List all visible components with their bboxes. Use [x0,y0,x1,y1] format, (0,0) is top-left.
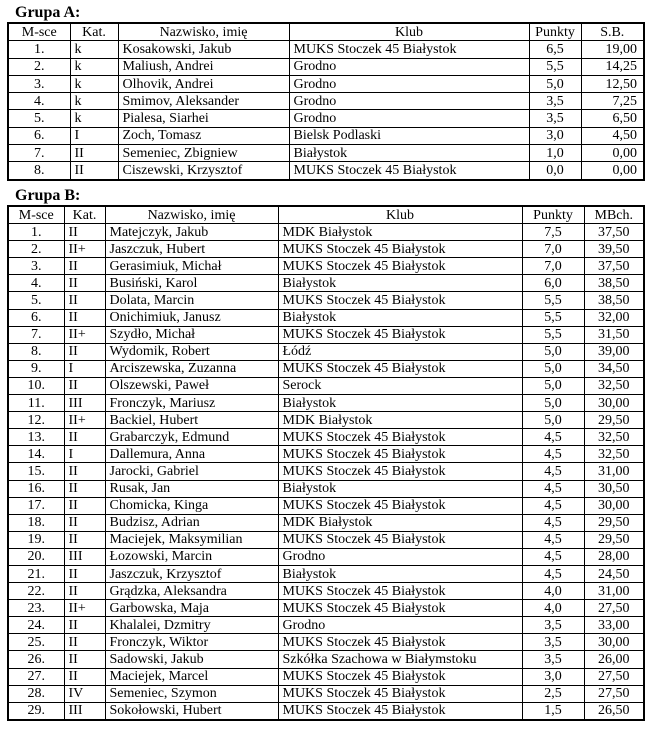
cell-place: 7. [8,145,70,162]
cell-place: 2. [8,241,64,258]
table-row [8,41,644,58]
cell-category: II+ [64,326,105,343]
cell-points: 4,5 [522,548,584,565]
cell-name: Busiński, Karol [105,275,278,292]
table-row [8,412,644,429]
header-category: Kat. [64,206,105,224]
cell-name: Olhovik, Andrei [118,75,289,92]
cell-club: Białystok [289,145,529,162]
header-points: Punkty [529,23,581,41]
cell-name: Kosakowski, Jakub [118,41,289,58]
cell-place: 22. [8,583,64,600]
table-row [8,702,644,720]
table-row [8,360,644,377]
cell-place: 16. [8,480,64,497]
cell-name: Pialesa, Siarhei [118,110,289,127]
cell-name: Grądzka, Aleksandra [105,583,278,600]
cell-club: Grodno [289,93,529,110]
cell-tiebreak: 39,50 [584,241,644,258]
cell-place: 24. [8,617,64,634]
cell-tiebreak: 29,50 [584,531,644,548]
cell-points: 7,0 [522,258,584,275]
cell-category: II+ [64,241,105,258]
cell-tiebreak: 0,00 [581,145,644,162]
cell-club: MDK Białystok [278,514,522,531]
cell-points: 3,5 [522,634,584,651]
table-row [8,685,644,702]
table-row [8,258,644,275]
header-tiebreak: MBch. [584,206,644,224]
table-header-row [8,206,644,224]
cell-category: III [64,702,105,720]
cell-category: II [64,292,105,309]
cell-name: Rusak, Jan [105,480,278,497]
cell-place: 5. [8,110,70,127]
cell-tiebreak: 31,00 [584,463,644,480]
table-row [8,668,644,685]
cell-place: 1. [8,41,70,58]
cell-tiebreak: 30,00 [584,497,644,514]
cell-name: Fronczyk, Mariusz [105,395,278,412]
header-place: M-sce [8,206,64,224]
cell-tiebreak: 12,50 [581,75,644,92]
cell-club: Białystok [278,480,522,497]
cell-category: II [64,377,105,394]
cell-points: 4,0 [522,583,584,600]
cell-tiebreak: 28,00 [584,548,644,565]
cell-place: 9. [8,360,64,377]
cell-club: MUKS Stoczek 45 Białystok [278,583,522,600]
cell-place: 13. [8,429,64,446]
cell-place: 8. [8,162,70,180]
table-row [8,429,644,446]
cell-category: k [70,93,118,110]
cell-name: Matejczyk, Jakub [105,224,278,241]
cell-name: Olszewski, Paweł [105,377,278,394]
cell-club: MUKS Stoczek 45 Białystok [278,429,522,446]
header-club: Klub [278,206,522,224]
cell-name: Szydło, Michał [105,326,278,343]
cell-place: 4. [8,93,70,110]
table-row [8,275,644,292]
cell-points: 5,0 [522,412,584,429]
cell-points: 4,5 [522,446,584,463]
group-a-table [7,22,645,181]
table-row [8,634,644,651]
cell-name: Ciszewski, Krzysztof [118,162,289,180]
cell-points: 3,5 [529,110,581,127]
cell-place: 5. [8,292,64,309]
cell-club: MUKS Stoczek 45 Białystok [278,702,522,720]
cell-tiebreak: 24,50 [584,565,644,582]
cell-name: Jarocki, Gabriel [105,463,278,480]
cell-points: 4,0 [522,600,584,617]
cell-tiebreak: 30,00 [584,634,644,651]
cell-tiebreak: 34,50 [584,360,644,377]
cell-tiebreak: 32,50 [584,377,644,394]
cell-club: Białystok [278,275,522,292]
table-row [8,395,644,412]
cell-category: II [64,258,105,275]
cell-category: II [64,583,105,600]
cell-points: 5,0 [522,377,584,394]
cell-tiebreak: 0,00 [581,162,644,180]
table-header-row [8,23,644,41]
table-row [8,446,644,463]
cell-club: MUKS Stoczek 45 Białystok [278,497,522,514]
cell-tiebreak: 32,50 [584,446,644,463]
table-row [8,145,644,162]
cell-club: MUKS Stoczek 45 Białystok [278,668,522,685]
cell-club: MUKS Stoczek 45 Białystok [289,162,529,180]
cell-club: Bielsk Podlaski [289,127,529,144]
cell-category: II [64,514,105,531]
cell-tiebreak: 38,50 [584,292,644,309]
cell-points: 2,5 [522,685,584,702]
cell-club: MUKS Stoczek 45 Białystok [278,463,522,480]
cell-tiebreak: 37,50 [584,224,644,241]
cell-points: 3,5 [522,617,584,634]
cell-club: Białystok [278,309,522,326]
cell-tiebreak: 6,50 [581,110,644,127]
cell-category: II [64,463,105,480]
cell-name: Wydomik, Robert [105,343,278,360]
cell-tiebreak: 31,00 [584,583,644,600]
header-category: Kat. [70,23,118,41]
cell-place: 6. [8,309,64,326]
cell-club: MUKS Stoczek 45 Białystok [278,360,522,377]
cell-place: 11. [8,395,64,412]
cell-name: Semeniec, Szymon [105,685,278,702]
cell-tiebreak: 4,50 [581,127,644,144]
cell-place: 2. [8,58,70,75]
cell-place: 20. [8,548,64,565]
cell-points: 7,5 [522,224,584,241]
cell-club: Serock [278,377,522,394]
cell-place: 27. [8,668,64,685]
cell-points: 5,0 [529,75,581,92]
cell-points: 3,5 [522,651,584,668]
cell-points: 4,5 [522,463,584,480]
cell-category: II+ [64,600,105,617]
header-points: Punkty [522,206,584,224]
cell-name: Backiel, Hubert [105,412,278,429]
cell-club: Grodno [289,75,529,92]
cell-place: 6. [8,127,70,144]
cell-club: MDK Białystok [278,224,522,241]
cell-category: III [64,548,105,565]
cell-category: II [64,668,105,685]
cell-place: 3. [8,75,70,92]
cell-points: 5,5 [522,326,584,343]
cell-category: I [64,446,105,463]
cell-place: 18. [8,514,64,531]
table-row [8,292,644,309]
cell-name: Khalalei, Dzmitry [105,617,278,634]
table-row [8,617,644,634]
table-row [8,463,644,480]
table-row [8,241,644,258]
cell-points: 5,5 [522,292,584,309]
table-row [8,600,644,617]
cell-club: MUKS Stoczek 45 Białystok [278,634,522,651]
cell-name: Sokołowski, Hubert [105,702,278,720]
group-b-title: Grupa B: [15,187,81,204]
cell-name: Maliush, Andrei [118,58,289,75]
header-name: Nazwisko, imię [105,206,278,224]
cell-club: MUKS Stoczek 45 Białystok [278,258,522,275]
table-row [8,110,644,127]
cell-place: 3. [8,258,64,275]
cell-points: 0,0 [529,162,581,180]
cell-points: 4,5 [522,497,584,514]
table-row [8,583,644,600]
table-row [8,497,644,514]
cell-points: 5,0 [522,395,584,412]
cell-points: 5,0 [522,360,584,377]
cell-club: Grodno [278,617,522,634]
cell-place: 10. [8,377,64,394]
header-place: M-sce [8,23,70,41]
cell-category: II [70,162,118,180]
cell-tiebreak: 32,50 [584,429,644,446]
cell-tiebreak: 19,00 [581,41,644,58]
cell-place: 21. [8,565,64,582]
cell-points: 5,0 [522,343,584,360]
cell-category: I [70,127,118,144]
header-club: Klub [289,23,529,41]
cell-category: II [64,617,105,634]
group-a-title: Grupa A: [15,4,81,21]
cell-club: MUKS Stoczek 45 Białystok [278,326,522,343]
cell-category: II [64,565,105,582]
cell-points: 4,5 [522,531,584,548]
cell-category: I [64,360,105,377]
cell-tiebreak: 27,50 [584,685,644,702]
cell-category: II [64,309,105,326]
cell-tiebreak: 38,50 [584,275,644,292]
table-row [8,224,644,241]
cell-points: 4,5 [522,514,584,531]
cell-club: MUKS Stoczek 45 Białystok [289,41,529,58]
cell-tiebreak: 29,50 [584,514,644,531]
cell-tiebreak: 32,00 [584,309,644,326]
cell-place: 25. [8,634,64,651]
cell-category: II+ [64,412,105,429]
table-row [8,651,644,668]
header-tiebreak: S.B. [581,23,644,41]
cell-tiebreak: 27,50 [584,668,644,685]
cell-name: Dolata, Marcin [105,292,278,309]
cell-tiebreak: 31,50 [584,326,644,343]
cell-tiebreak: 37,50 [584,258,644,275]
cell-category: k [70,58,118,75]
cell-place: 28. [8,685,64,702]
cell-category: IV [64,685,105,702]
cell-category: k [70,75,118,92]
cell-category: II [64,497,105,514]
cell-place: 23. [8,600,64,617]
cell-name: Garbowska, Maja [105,600,278,617]
table-row [8,326,644,343]
cell-category: II [64,651,105,668]
cell-tiebreak: 33,00 [584,617,644,634]
table-row [8,309,644,326]
cell-name: Łozowski, Marcin [105,548,278,565]
cell-place: 19. [8,531,64,548]
table-row [8,343,644,360]
cell-name: Sadowski, Jakub [105,651,278,668]
cell-points: 6,5 [529,41,581,58]
cell-club: MUKS Stoczek 45 Białystok [278,600,522,617]
cell-place: 14. [8,446,64,463]
cell-place: 4. [8,275,64,292]
cell-club: Grodno [289,58,529,75]
cell-name: Budzisz, Adrian [105,514,278,531]
cell-category: k [70,110,118,127]
table-row [8,162,644,180]
cell-name: Grabarczyk, Edmund [105,429,278,446]
cell-club: Łódź [278,343,522,360]
cell-points: 1,0 [529,145,581,162]
cell-club: MDK Białystok [278,412,522,429]
cell-name: Maciejek, Marcel [105,668,278,685]
cell-place: 12. [8,412,64,429]
cell-club: Szkółka Szachowa w Białymstoku [278,651,522,668]
cell-club: MUKS Stoczek 45 Białystok [278,292,522,309]
cell-tiebreak: 39,00 [584,343,644,360]
cell-place: 7. [8,326,64,343]
table-row [8,514,644,531]
cell-points: 1,5 [522,702,584,720]
cell-name: Arciszewska, Zuzanna [105,360,278,377]
cell-points: 4,5 [522,429,584,446]
cell-tiebreak: 27,50 [584,600,644,617]
cell-category: II [64,275,105,292]
header-name: Nazwisko, imię [118,23,289,41]
cell-category: II [64,634,105,651]
table-row [8,531,644,548]
cell-category: II [64,429,105,446]
cell-points: 4,5 [522,565,584,582]
cell-place: 26. [8,651,64,668]
cell-club: Grodno [278,548,522,565]
table-row [8,565,644,582]
cell-points: 5,5 [522,309,584,326]
cell-name: Chomicka, Kinga [105,497,278,514]
cell-name: Smimov, Aleksander [118,93,289,110]
cell-category: II [64,531,105,548]
cell-club: Białystok [278,565,522,582]
table-row [8,377,644,394]
cell-name: Dallemura, Anna [105,446,278,463]
cell-name: Maciejek, Maksymilian [105,531,278,548]
cell-name: Fronczyk, Wiktor [105,634,278,651]
cell-club: Grodno [289,110,529,127]
cell-name: Jaszczuk, Hubert [105,241,278,258]
cell-points: 3,0 [522,668,584,685]
cell-category: III [64,395,105,412]
cell-category: II [64,480,105,497]
cell-points: 6,0 [522,275,584,292]
table-row [8,480,644,497]
cell-place: 29. [8,702,64,720]
cell-club: MUKS Stoczek 45 Białystok [278,446,522,463]
cell-name: Onichimiuk, Janusz [105,309,278,326]
table-row [8,93,644,110]
cell-place: 1. [8,224,64,241]
cell-points: 3,0 [529,127,581,144]
group-b-table [7,205,645,721]
cell-club: MUKS Stoczek 45 Białystok [278,241,522,258]
cell-points: 7,0 [522,241,584,258]
cell-points: 3,5 [529,93,581,110]
cell-category: II [64,343,105,360]
cell-points: 5,5 [529,58,581,75]
cell-name: Gerasimiuk, Michał [105,258,278,275]
cell-tiebreak: 26,50 [584,702,644,720]
cell-place: 8. [8,343,64,360]
cell-name: Semeniec, Zbigniew [118,145,289,162]
cell-place: 17. [8,497,64,514]
table-row [8,548,644,565]
cell-club: MUKS Stoczek 45 Białystok [278,685,522,702]
cell-club: Białystok [278,395,522,412]
cell-place: 15. [8,463,64,480]
cell-category: II [70,145,118,162]
table-row [8,75,644,92]
cell-tiebreak: 30,50 [584,480,644,497]
cell-tiebreak: 14,25 [581,58,644,75]
cell-category: k [70,41,118,58]
cell-points: 4,5 [522,480,584,497]
cell-tiebreak: 29,50 [584,412,644,429]
table-row [8,58,644,75]
cell-category: II [64,224,105,241]
table-row [8,127,644,144]
cell-name: Jaszczuk, Krzysztof [105,565,278,582]
cell-tiebreak: 30,00 [584,395,644,412]
cell-name: Zoch, Tomasz [118,127,289,144]
cell-tiebreak: 26,00 [584,651,644,668]
cell-tiebreak: 7,25 [581,93,644,110]
cell-club: MUKS Stoczek 45 Białystok [278,531,522,548]
